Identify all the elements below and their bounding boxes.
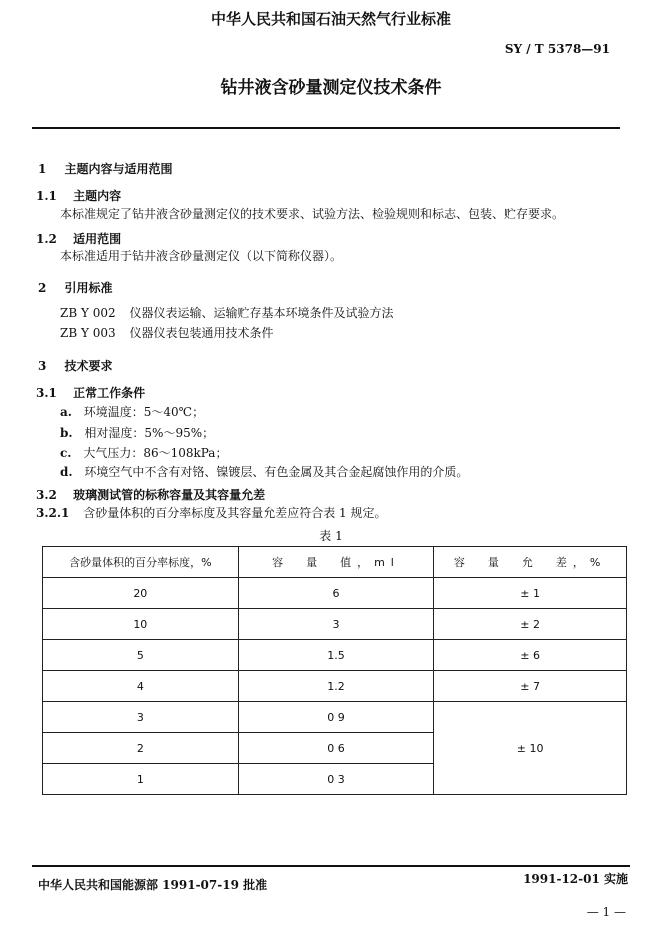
item-mark: a. xyxy=(60,405,72,419)
section-title: 技术要求 xyxy=(64,359,113,373)
cell-scale: 5 xyxy=(43,640,239,671)
section-title: 主题内容与适用范围 xyxy=(64,162,173,176)
item-mark: c. xyxy=(60,446,72,460)
section-title: 玻璃测试管的标称容量及其容量允差 xyxy=(73,488,266,502)
cell-volume: 0 3 xyxy=(238,764,434,795)
reference-code: ZB Y 003 xyxy=(60,326,116,340)
page-number: — 1 — xyxy=(586,905,626,919)
condition-item xyxy=(60,444,227,461)
table-row xyxy=(43,702,627,733)
implementation-date: 1991-12-01 实施 xyxy=(523,872,628,886)
section-title: 引用标准 xyxy=(64,281,113,295)
section-1-2-heading xyxy=(36,230,121,247)
document-title: 钻井液含砂量测定仪技术条件 xyxy=(220,78,442,98)
cell-scale: 3 xyxy=(43,702,239,733)
section-number: 3 xyxy=(38,359,47,373)
cell-tolerance-merged: ± 10 xyxy=(434,702,627,795)
table-row xyxy=(43,578,627,609)
table-row xyxy=(43,671,627,702)
table-header-row xyxy=(43,547,627,578)
item-text: 环境温度：5～40℃； xyxy=(83,405,205,419)
table-caption: 表 1 xyxy=(319,529,343,543)
section-text: 含砂量体积的百分率标度及其容量允差应符合表 1 规定。 xyxy=(83,506,387,520)
item-text: 相对湿度：5%～95%； xyxy=(84,426,215,440)
section-1-2-text: 本标准适用于钻井液含砂量测定仪（以下简称仪器）。 xyxy=(60,249,343,263)
approval-line: 中华人民共和国能源部 1991-07-19 批准 xyxy=(38,878,268,892)
section-3-2-1 xyxy=(36,504,387,521)
cell-volume: 3 xyxy=(238,609,434,640)
footer-rule xyxy=(32,865,630,867)
standard-code: SY / T 5378—91 xyxy=(504,42,610,56)
cell-scale: 1 xyxy=(43,764,239,795)
item-mark: b. xyxy=(60,426,73,440)
section-3-heading xyxy=(38,357,113,374)
column-header-tolerance: 容 量 允 差，% xyxy=(434,547,627,578)
section-title: 正常工作条件 xyxy=(73,386,146,400)
header-rule xyxy=(32,127,620,129)
cell-volume: 0 9 xyxy=(238,702,434,733)
item-text: 大气压力：86～108kPa； xyxy=(83,446,228,460)
table-row xyxy=(43,640,627,671)
org-title: 中华人民共和国石油天然气行业标准 xyxy=(210,10,451,28)
cell-volume: 1.5 xyxy=(238,640,434,671)
reference-item xyxy=(60,324,273,341)
section-3-1-heading xyxy=(36,384,145,401)
section-number: 3.1 xyxy=(36,386,57,400)
cell-scale: 10 xyxy=(43,609,239,640)
section-number: 2 xyxy=(38,281,47,295)
cell-tolerance: ± 2 xyxy=(434,609,627,640)
section-1-1-heading xyxy=(36,187,121,204)
cell-volume: 6 xyxy=(238,578,434,609)
reference-code: ZB Y 002 xyxy=(60,306,116,320)
section-number: 3.2.1 xyxy=(36,506,70,520)
section-1-1-text: 本标准规定了钻井液含砂量测定仪的技术要求、试验方法、检验规则和标志、包装、贮存要求。 xyxy=(60,207,565,221)
section-1-heading xyxy=(38,160,173,177)
cell-scale: 2 xyxy=(43,733,239,764)
table-row xyxy=(43,609,627,640)
cell-tolerance: ± 6 xyxy=(434,640,627,671)
cell-scale: 20 xyxy=(43,578,239,609)
section-2-heading xyxy=(38,279,113,296)
section-number: 1.2 xyxy=(36,232,57,246)
section-number: 3.2 xyxy=(36,488,57,502)
section-title: 适用范围 xyxy=(73,232,122,246)
condition-item xyxy=(60,463,468,480)
cell-tolerance: ± 1 xyxy=(434,578,627,609)
column-header-scale: 含砂量体积的百分率标度，% xyxy=(43,547,239,578)
cell-tolerance: ± 7 xyxy=(434,671,627,702)
section-title: 主题内容 xyxy=(73,189,122,203)
section-number: 1 xyxy=(38,162,47,176)
section-3-2-heading xyxy=(36,486,265,503)
condition-item xyxy=(60,424,214,441)
spec-table xyxy=(42,546,627,795)
cell-scale: 4 xyxy=(43,671,239,702)
cell-volume: 1.2 xyxy=(238,671,434,702)
reference-title: 仪器仪表运输、运输贮存基本环境条件及试验方法 xyxy=(129,306,394,320)
section-number: 1.1 xyxy=(36,189,57,203)
item-text: 环境空气中不含有对铬、镍镀层、有色金属及其合金起腐蚀作用的介质。 xyxy=(84,465,469,479)
reference-item xyxy=(60,304,393,321)
column-header-volume: 容 量 值，ml xyxy=(238,547,434,578)
item-mark: d. xyxy=(60,465,73,479)
condition-item xyxy=(60,403,204,420)
reference-title: 仪器仪表包装通用技术条件 xyxy=(129,326,274,340)
cell-volume: 0 6 xyxy=(238,733,434,764)
